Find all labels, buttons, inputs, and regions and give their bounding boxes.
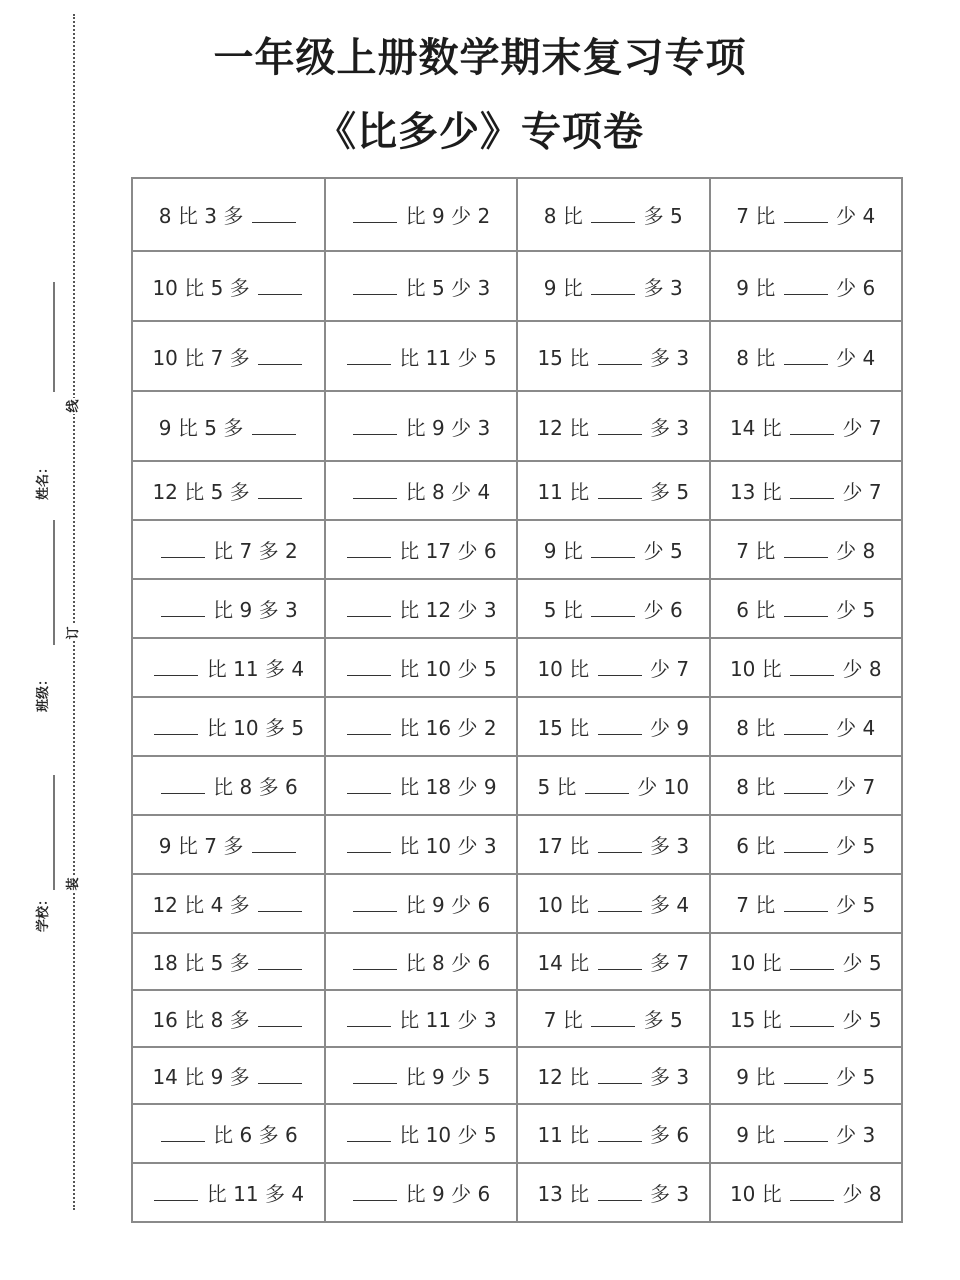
exercise-cell <box>517 321 710 391</box>
table-row <box>132 520 902 579</box>
answer-blank[interactable] <box>598 1182 642 1201</box>
exercise-text[interactable]: 比 11 多 4 <box>152 1182 304 1206</box>
binding-mark-zhuang: 装 <box>66 877 81 891</box>
answer-blank[interactable] <box>258 951 302 970</box>
answer-blank[interactable] <box>790 951 834 970</box>
answer-blank[interactable] <box>790 1008 834 1027</box>
table-row <box>132 756 902 815</box>
exercise-cell <box>132 697 325 756</box>
table-row <box>132 391 902 461</box>
answer-blank[interactable] <box>591 539 635 558</box>
exercise-text[interactable]: 比 9 少 5 <box>351 1065 490 1089</box>
answer-blank[interactable] <box>161 1123 205 1142</box>
exercise-cell <box>325 391 518 461</box>
exercise-text[interactable]: 比 11 少 3 <box>345 1008 497 1032</box>
answer-blank[interactable] <box>598 480 642 499</box>
answer-blank[interactable] <box>258 893 302 912</box>
exercise-text[interactable]: 8 比 少 4 <box>736 716 876 740</box>
exercise-cell <box>325 1104 518 1163</box>
exercise-cell <box>517 178 710 251</box>
answer-blank[interactable] <box>353 276 397 295</box>
answer-blank[interactable] <box>784 1123 828 1142</box>
table-row <box>132 321 902 391</box>
answer-blank[interactable] <box>591 276 635 295</box>
exercise-cell <box>517 461 710 520</box>
exercise-cell <box>132 391 325 461</box>
exercise-cell <box>517 1163 710 1222</box>
school-field-line[interactable] <box>53 775 55 890</box>
exercise-text[interactable]: 15 比 少 5 <box>729 1008 882 1032</box>
exercise-cell <box>517 251 710 321</box>
exercise-cell <box>710 638 903 697</box>
exercise-text[interactable]: 7 比 少 8 <box>736 539 876 563</box>
answer-blank[interactable] <box>347 657 391 676</box>
exercise-text[interactable]: 14 比 少 7 <box>729 415 882 440</box>
exercise-cell <box>132 990 325 1047</box>
binding-mark-xian: 线 <box>66 399 81 413</box>
answer-blank[interactable] <box>598 657 642 676</box>
exercise-cell <box>132 251 325 321</box>
exercise-text[interactable]: 11 比 多 6 <box>537 1123 690 1147</box>
exercise-cell <box>710 1047 903 1104</box>
exercise-text[interactable]: 比 8 少 6 <box>351 951 490 975</box>
exercise-cell <box>710 933 903 990</box>
exercise-cell <box>132 1104 325 1163</box>
exercise-cell <box>325 874 518 933</box>
exercise-text[interactable]: 8 比 3 多 <box>159 204 298 228</box>
exercise-text[interactable]: 8 比 少 4 <box>736 345 876 370</box>
answer-blank[interactable] <box>347 598 391 617</box>
exercise-cell <box>325 579 518 638</box>
exercise-text[interactable]: 9 比 多 3 <box>543 275 683 300</box>
exercise-cell <box>517 638 710 697</box>
exercise-text[interactable]: 7 比 少 4 <box>736 204 876 228</box>
exercise-text[interactable]: 10 比 7 多 <box>152 346 304 370</box>
answer-blank[interactable] <box>591 1008 635 1027</box>
answer-blank[interactable] <box>598 716 642 735</box>
exercise-cell <box>517 1047 710 1104</box>
answer-blank[interactable] <box>347 716 391 735</box>
answer-blank[interactable] <box>353 1065 397 1084</box>
name-field-line[interactable] <box>53 282 55 392</box>
answer-blank[interactable] <box>784 834 828 853</box>
exercise-text[interactable]: 比 18 少 9 <box>345 775 497 799</box>
exercise-cell <box>325 697 518 756</box>
exercise-cell <box>710 1104 903 1163</box>
exercise-text[interactable]: 比 9 少 6 <box>351 1182 490 1206</box>
exercise-cell <box>325 933 518 990</box>
answer-blank[interactable] <box>585 775 629 794</box>
exercise-text[interactable]: 15 比 多 3 <box>537 345 690 370</box>
answer-blank[interactable] <box>784 716 828 735</box>
exercise-cell <box>325 638 518 697</box>
exercise-text[interactable]: 5 比 少 6 <box>543 598 683 622</box>
exercise-text[interactable]: 比 8 少 4 <box>351 480 490 504</box>
answer-blank[interactable] <box>252 416 296 435</box>
table-row <box>132 638 902 697</box>
exercise-text[interactable]: 16 比 8 多 <box>152 1008 304 1032</box>
exercise-text[interactable]: 比 9 少 6 <box>351 893 490 917</box>
answer-blank[interactable] <box>161 775 205 794</box>
answer-blank[interactable] <box>252 834 296 853</box>
class-field-label: 班级： <box>36 672 51 712</box>
exercise-text[interactable]: 11 比 多 5 <box>537 480 690 504</box>
exercise-cell <box>517 933 710 990</box>
answer-blank[interactable] <box>598 416 642 435</box>
exercise-text[interactable]: 10 比 少 8 <box>729 657 882 681</box>
answer-blank[interactable] <box>790 657 834 676</box>
exercise-cell <box>517 990 710 1047</box>
exercise-cell <box>517 874 710 933</box>
exercise-cell <box>517 1104 710 1163</box>
binding-dotted-line <box>73 14 75 1210</box>
exercise-table <box>131 177 903 1223</box>
name-field-label: 姓名： <box>36 460 51 500</box>
answer-blank[interactable] <box>258 480 302 499</box>
exercise-text[interactable]: 比 9 少 2 <box>351 204 490 228</box>
exercise-cell <box>710 697 903 756</box>
exercise-cell <box>325 815 518 874</box>
answer-blank[interactable] <box>161 598 205 617</box>
table-row <box>132 1163 902 1222</box>
exercise-text[interactable]: 18 比 5 多 <box>152 951 304 975</box>
binding-mark-ding: 订 <box>66 626 81 640</box>
answer-blank[interactable] <box>784 598 828 617</box>
exercise-cell <box>132 461 325 520</box>
exercise-text[interactable]: 比 10 少 5 <box>345 657 497 681</box>
answer-blank[interactable] <box>258 346 302 365</box>
answer-blank[interactable] <box>784 346 828 365</box>
exercise-cell <box>325 178 518 251</box>
page-title: 一年级上册数学期末复习专项 <box>213 35 747 81</box>
exercise-text[interactable]: 6 比 少 5 <box>736 598 876 622</box>
exercise-text[interactable]: 5 比 少 10 <box>537 775 690 799</box>
exercise-cell <box>517 815 710 874</box>
exercise-cell <box>517 579 710 638</box>
answer-blank[interactable] <box>591 598 635 617</box>
answer-blank[interactable] <box>353 893 397 912</box>
answer-blank[interactable] <box>790 416 834 435</box>
exercise-text[interactable]: 7 比 少 5 <box>736 893 876 917</box>
answer-blank[interactable] <box>347 1008 391 1027</box>
answer-blank[interactable] <box>784 893 828 912</box>
exercise-text[interactable]: 17 比 多 3 <box>537 834 690 858</box>
table-row <box>132 461 902 520</box>
answer-blank[interactable] <box>347 775 391 794</box>
exercise-cell <box>517 391 710 461</box>
exercise-cell <box>517 756 710 815</box>
exercise-cell <box>325 990 518 1047</box>
exercise-text[interactable]: 12 比 4 多 <box>152 893 304 917</box>
table-row <box>132 874 902 933</box>
exercise-text[interactable]: 7 比 多 5 <box>543 1008 683 1032</box>
exercise-text[interactable]: 9 比 少 5 <box>736 1065 876 1089</box>
exercise-text[interactable]: 比 8 多 6 <box>159 775 298 799</box>
exercise-text[interactable]: 12 比 多 3 <box>537 415 690 440</box>
answer-blank[interactable] <box>347 1123 391 1142</box>
page-subtitle: 《比多少》专项卷 <box>316 109 644 155</box>
table-row <box>132 1104 902 1163</box>
answer-blank[interactable] <box>161 539 205 558</box>
exercise-text[interactable]: 13 比 少 7 <box>729 480 882 504</box>
exercise-cell <box>517 520 710 579</box>
answer-blank[interactable] <box>252 204 296 223</box>
exercise-cell <box>710 321 903 391</box>
answer-blank[interactable] <box>784 204 828 223</box>
exercise-cell <box>325 520 518 579</box>
exercise-cell <box>710 1163 903 1222</box>
exercise-cell <box>132 1047 325 1104</box>
exercise-text[interactable]: 比 12 少 3 <box>345 598 497 622</box>
exercise-text[interactable]: 9 比 5 多 <box>159 416 298 440</box>
exercise-cell <box>132 874 325 933</box>
exercise-text[interactable]: 14 比 多 7 <box>537 951 690 975</box>
answer-blank[interactable] <box>784 539 828 558</box>
answer-blank[interactable] <box>790 1182 834 1201</box>
exercise-cell <box>710 579 903 638</box>
table-row <box>132 697 902 756</box>
answer-blank[interactable] <box>598 346 642 365</box>
answer-blank[interactable] <box>353 1182 397 1201</box>
answer-blank[interactable] <box>353 416 397 435</box>
exercise-text[interactable]: 12 比 多 3 <box>537 1065 690 1089</box>
exercise-text[interactable]: 比 10 少 5 <box>345 1123 497 1147</box>
exercise-text[interactable]: 比 5 少 3 <box>351 276 490 300</box>
exercise-text[interactable]: 8 比 多 5 <box>543 204 683 228</box>
answer-blank[interactable] <box>258 1065 302 1084</box>
table-row <box>132 251 902 321</box>
exercise-cell <box>325 321 518 391</box>
exercise-text[interactable]: 比 10 多 5 <box>152 716 304 740</box>
exercise-text[interactable]: 比 9 少 3 <box>351 416 490 440</box>
exercise-text[interactable]: 比 9 多 3 <box>159 598 298 622</box>
exercise-cell <box>132 579 325 638</box>
exercise-text[interactable]: 6 比 少 5 <box>736 834 876 858</box>
exercise-text[interactable]: 比 11 多 4 <box>152 657 304 681</box>
exercise-text[interactable]: 比 7 多 2 <box>159 539 298 563</box>
exercise-cell <box>132 638 325 697</box>
exercise-cell <box>710 251 903 321</box>
exercise-text[interactable]: 8 比 少 7 <box>736 775 876 799</box>
exercise-cell <box>710 520 903 579</box>
exercise-text[interactable]: 10 比 少 5 <box>729 951 882 975</box>
exercise-cell <box>132 1163 325 1222</box>
answer-blank[interactable] <box>598 951 642 970</box>
exercise-cell <box>132 933 325 990</box>
exercise-text[interactable]: 比 17 少 6 <box>345 539 497 563</box>
exercise-cell <box>325 461 518 520</box>
answer-blank[interactable] <box>784 276 828 295</box>
answer-blank[interactable] <box>598 1065 642 1084</box>
exercise-cell <box>710 815 903 874</box>
answer-blank[interactable] <box>154 716 198 735</box>
exercise-text[interactable]: 9 比 少 5 <box>543 539 683 563</box>
answer-blank[interactable] <box>347 539 391 558</box>
answer-blank[interactable] <box>258 276 302 295</box>
exercise-text[interactable]: 15 比 少 9 <box>537 716 690 740</box>
exercise-text[interactable]: 12 比 5 多 <box>152 480 304 504</box>
table-row <box>132 990 902 1047</box>
exercise-text[interactable]: 9 比 少 6 <box>736 275 876 300</box>
answer-blank[interactable] <box>598 834 642 853</box>
exercise-text[interactable]: 10 比 多 4 <box>537 893 690 917</box>
table-row <box>132 815 902 874</box>
exercise-cell <box>325 1163 518 1222</box>
exercise-cell <box>517 697 710 756</box>
exercise-text[interactable]: 10 比 少 8 <box>729 1182 882 1206</box>
exercise-cell <box>325 251 518 321</box>
answer-blank[interactable] <box>598 1123 642 1142</box>
answer-blank[interactable] <box>347 346 391 365</box>
answer-blank[interactable] <box>154 1182 198 1201</box>
exercise-cell <box>132 321 325 391</box>
exercise-cell <box>710 178 903 251</box>
answer-blank[interactable] <box>353 204 397 223</box>
exercise-cell <box>132 815 325 874</box>
exercise-cell <box>132 756 325 815</box>
exercise-text[interactable]: 9 比 少 3 <box>736 1123 876 1147</box>
exercise-text[interactable]: 比 16 少 2 <box>345 716 497 740</box>
answer-blank[interactable] <box>784 1065 828 1084</box>
exercise-cell <box>710 461 903 520</box>
table-row <box>132 933 902 990</box>
exercise-cell <box>710 391 903 461</box>
exercise-text[interactable]: 14 比 9 多 <box>152 1065 304 1089</box>
answer-blank[interactable] <box>784 775 828 794</box>
answer-blank[interactable] <box>598 893 642 912</box>
answer-blank[interactable] <box>353 480 397 499</box>
answer-blank[interactable] <box>347 834 391 853</box>
exercise-text[interactable]: 比 10 少 3 <box>345 834 497 858</box>
exercise-text[interactable]: 比 11 少 5 <box>345 346 497 370</box>
exercise-cell <box>325 1047 518 1104</box>
exercise-cell <box>710 990 903 1047</box>
class-field-line[interactable] <box>53 520 55 645</box>
answer-blank[interactable] <box>258 1008 302 1027</box>
answer-blank[interactable] <box>790 480 834 499</box>
table-row <box>132 579 902 638</box>
exercise-text[interactable]: 13 比 多 3 <box>537 1182 690 1206</box>
table-row <box>132 178 902 251</box>
exercise-cell <box>132 178 325 251</box>
table-row <box>132 1047 902 1104</box>
school-field-label: 学校： <box>36 892 51 932</box>
exercise-cell <box>325 756 518 815</box>
exercise-text[interactable]: 10 比 5 多 <box>152 276 304 300</box>
exercise-cell <box>710 756 903 815</box>
exercise-cell <box>710 874 903 933</box>
exercise-cell <box>132 520 325 579</box>
answer-blank[interactable] <box>154 657 198 676</box>
answer-blank[interactable] <box>591 204 635 223</box>
exercise-text[interactable]: 比 6 多 6 <box>159 1123 298 1147</box>
exercise-text[interactable]: 9 比 7 多 <box>159 834 298 858</box>
answer-blank[interactable] <box>353 951 397 970</box>
exercise-text[interactable]: 10 比 少 7 <box>537 657 690 681</box>
